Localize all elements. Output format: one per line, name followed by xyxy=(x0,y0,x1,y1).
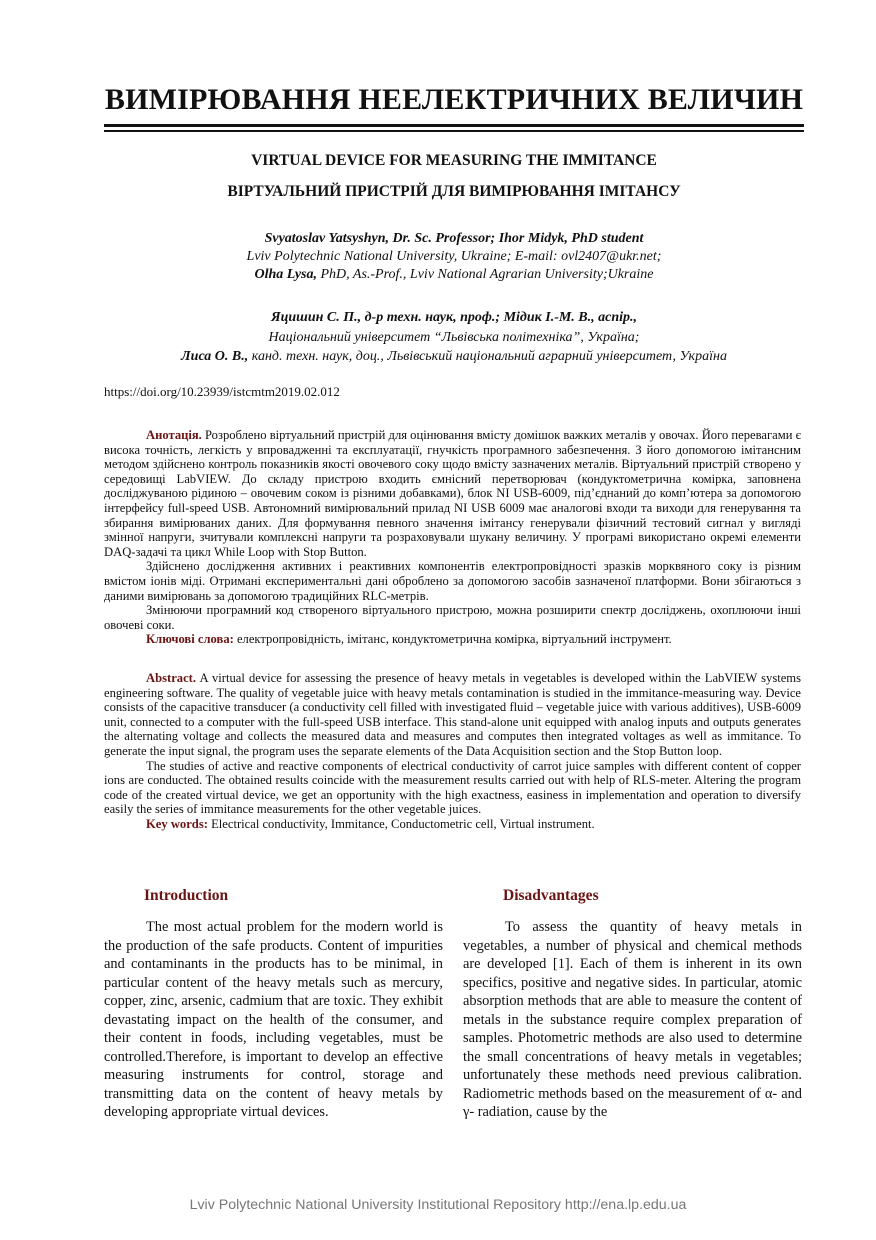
authors-uk-affiliation: Національний університет “Львівська політехніка”, Україна; xyxy=(268,330,640,345)
annotation-keywords-label: Ключові слова: xyxy=(146,632,234,647)
abstract-paragraph-1 xyxy=(104,671,801,759)
author-uk-lysa-affiliation: канд. техн. наук, доц., Львівський національний аграрний університет, Україна xyxy=(248,349,727,364)
annotation-label: Анотація. xyxy=(146,428,202,442)
disadvantages-text: To assess the quantity of heavy metals in vegetables, a number of physical and chemical methods are developed [1]. Each of them is inherent in its own specifics, positive and negative sides. In particular, atomic absorption methods that are able to measure the content of metals in the substance require complex preparation of samples. Photometric methods are also used to determine the small concentrations of heavy metals in vegetables; unfortunately these methods need previous calibration. Radiometric methods based on the measurement of α- and γ- radiation, cause by the xyxy=(463,919,802,1120)
header-rule-thin xyxy=(104,130,804,132)
abstract-paragraph-2: The studies of active and reactive components of electrical conductivity of carrot juice samples with different content of copper ions are conducted. The obtained results coincide with the measurement results carried out with help of RLS-meter. Altering the program code of the created virtual device, we get an opportunity with the high exactness, easiness in implementation and operation to diversify easily the series of immitance measurements for the other vegetable juices. xyxy=(104,758,801,817)
title-english: VIRTUAL DEVICE FOR MEASURING THE IMMITANCE xyxy=(251,152,657,169)
repository-footer: Lviv Polytechnic National University Institutional Repository http://ena.lp.edu.ua xyxy=(189,1197,687,1213)
annotation-ukrainian xyxy=(104,428,801,647)
abstract-keywords xyxy=(104,817,801,832)
authors-uk-line3 xyxy=(104,348,804,366)
annotation-paragraph-2: Здійснено дослідження активних і реактивних компонентів електропровідності зразків морквяного соку із різним вмістом іонів міді. Отримані експериментальні дані оброблено за допомогою засобів зазначеної платформи. Вони збігаються з даними вимірювань за допомогою традиційних RLC-метрів. xyxy=(104,559,801,603)
disadvantages-section xyxy=(463,886,802,1122)
authors-en-names: Svyatoslav Yatsyshyn, Dr. Sc. Professor; Ihor Midyk, PhD student xyxy=(264,231,644,246)
author-uk-name-lysa: Лиса О. В., xyxy=(181,349,249,364)
annotation-text-1: Розроблено віртуальний пристрій для оцінювання вмісту домішок важких металів у овочах. Його перевагами є висока точність, легкість у впровадженні та експлуатації, гнучкість програмного забезпечення. З його допомогою імітансним методом здійснено контроль показників якості овочевого соку щодо вмісту зазначених металів. Віртуальний пристрій створено у середовищі LabVIEW. До складу пристрою входить ємнісний перетворювач (кондуктометрична комірка, заповнена досліджуваною рідиною – овочевим соком із різними добавками), блок NI USB-6009, під’єднаний до комп’ютера за допомогою інтерфейсу full-speed USB. Автономний вимірювальний прилад NI USB 6009 має аналогові входи та виходи для генерування та збирання вимірюваних даних. Для формування певного значення імітансу генерували фізичний тестовий сигнал у вигляді змінної напруги, зчитували комплексні напруги та розраховували шукану величину. У програмі використано окремі елементи DAQ-задачі та цикл While Loop with Stop Button. xyxy=(104,428,801,559)
disadvantages-heading: Disadvantages xyxy=(503,887,599,904)
abstract-english xyxy=(104,671,801,832)
authors-uk-line1 xyxy=(104,309,804,327)
section-header: ВИМІРЮВАННЯ НЕЕЛЕКТРИЧНИХ ВЕЛИЧИН xyxy=(104,83,804,116)
title-ukrainian: ВІРТУАЛЬНИЙ ПРИСТРІЙ ДЛЯ ВИМІРЮВАННЯ ІМІТАНСУ xyxy=(227,183,681,200)
author-en-lysa-affiliation: PhD, As.-Prof., Lviv National Agrarian University;Ukraine xyxy=(316,267,654,282)
annotation-paragraph-1 xyxy=(104,428,801,559)
abstract-keywords-text: Electrical conductivity, Immitance, Conductometric cell, Virtual instrument. xyxy=(207,816,595,831)
abstract-label: Abstract. xyxy=(146,671,197,685)
authors-en-line3 xyxy=(104,266,804,284)
annotation-keywords xyxy=(104,632,801,647)
authors-uk-names: Яцишин С. П., д-р техн. наук, проф.; Мідик І.-М. В., аспір., xyxy=(270,310,638,325)
introduction-heading: Introduction xyxy=(144,887,229,904)
doi-link[interactable]: https://doi.org/10.23939/istcmtm2019.02.012 xyxy=(104,384,340,399)
annotation-keywords-text: електропровідність, імітанс, кондуктометрична комірка, віртуальний інструмент. xyxy=(233,632,672,647)
header-rule-thick xyxy=(104,124,804,127)
introduction-text: The most actual problem for the modern world is the production of the safe products. Content of impurities and contaminants in the products has to be minimal, in particular content of the heavy metals such as mercury, copper, zinc, arsenic, cadmium that are toxic. They exhibit devastating impact on the health of the consumer, and their content in foods, including vegetables, must be controlled.Therefore, is important to develop an effective measuring instruments for control, storage and transmitting data on the content of heavy metals by developing appropriate virtual devices. xyxy=(104,919,443,1120)
abstract-keywords-label: Key words: xyxy=(146,816,208,831)
introduction-section xyxy=(104,886,443,1122)
abstract-text-1: A virtual device for assessing the presence of heavy metals in vegetables is developed within the LabVIEW systems engineering software. The quality of vegetable juice with heavy metals contamination is studied in the immitance-measuring way. Device consists of the capacitive transducer (a conductivity cell filled with investigated fluid – vegetable juice with various additives), USB-6009 unit, connected to a computer with the full-speed USB interface. This stand-alone unit equipped with analog inputs and outputs generates the alternating voltage and collects the measured data and measures and computes then integrated voltages as well as immitance. To generate the input signal, the program uses the separate elements of the Data Acquisition section and the Stop Button loop. xyxy=(104,671,801,758)
annotation-paragraph-3: Змінюючи програмний код створеного віртуального пристрою, можна розширити спектр досліджень, охоплюючи інші овочеві соки. xyxy=(104,603,801,632)
authors-en-line1 xyxy=(104,230,804,248)
authors-en-affiliation: Lviv Polytechnic National University, Ukraine; E-mail: ovl2407@ukr.net; xyxy=(246,249,662,264)
author-en-name-lysa: Olha Lysa, xyxy=(254,267,317,282)
